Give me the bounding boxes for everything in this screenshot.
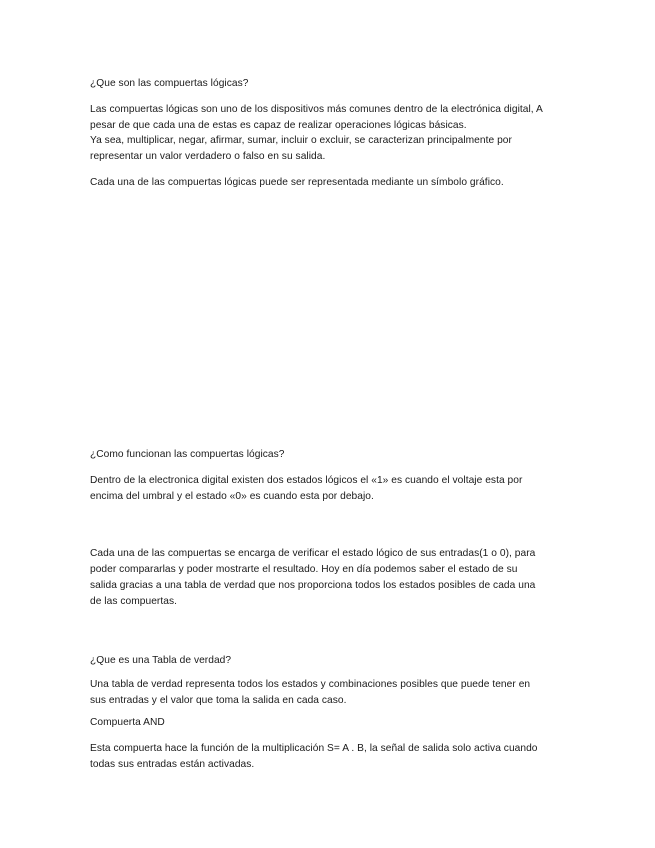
paragraph-intro-line: representar un valor verdadero o falso en su salida. [90,151,326,162]
paragraph-estados-line: Dentro de la electronica digital existen dos estados lógicos el «1» es cuando el voltaje esta por [90,475,523,486]
heading-compuerta-and: Compuerta AND [90,717,165,728]
paragraph-estados-line: encima del umbral y el estado «0» es cuando esta por debajo. [90,491,374,502]
heading-tabla-verdad: ¿Que es una Tabla de verdad? [90,655,232,666]
heading-como-funcionan: ¿Como funcionan las compuertas lógicas? [90,449,285,460]
paragraph-and-line: Esta compuerta hace la función de la multiplicación S= A . B, la señal de salida solo activa cuando [90,743,538,754]
paragraph-intro-line: Ya sea, multiplicar, negar, afirmar, sumar, incluir o excluir, se caracterizan principalmente por [90,135,512,146]
paragraph-verificar-line: de las compuertas. [90,596,177,607]
paragraph-verificar-line: poder compararlas y poder mostrarte el resultado. Hoy en día podemos saber el estado de su [90,564,518,575]
paragraph-verificar-line: Cada una de las compuertas se encarga de verificar el estado lógico de sus entradas(1 o 0), para [90,548,536,559]
paragraph-verificar-line: salida gracias a una tabla de verdad que nos proporciona todos los estados posibles de cada una [90,580,536,591]
paragraph-intro-line: pesar de que cada una de estas es capaz de realizar operaciones lógicas básicas. [90,120,467,131]
paragraph-tabla-line: sus entradas y el valor que toma la salida en cada caso. [90,695,347,706]
heading-que-son: ¿Que son las compuertas lógicas? [90,78,249,89]
paragraph-and-line: todas sus entradas están activadas. [90,759,255,770]
paragraph-intro-line: Las compuertas lógicas son uno de los dispositivos más comunes dentro de la electrónica digital, A [90,104,543,115]
paragraph-tabla-line: Una tabla de verdad representa todos los estados y combinaciones posibles que puede tener en [90,679,531,690]
paragraph-simbolo: Cada una de las compuertas lógicas puede ser representada mediante un símbolo gráfico. [90,177,504,188]
